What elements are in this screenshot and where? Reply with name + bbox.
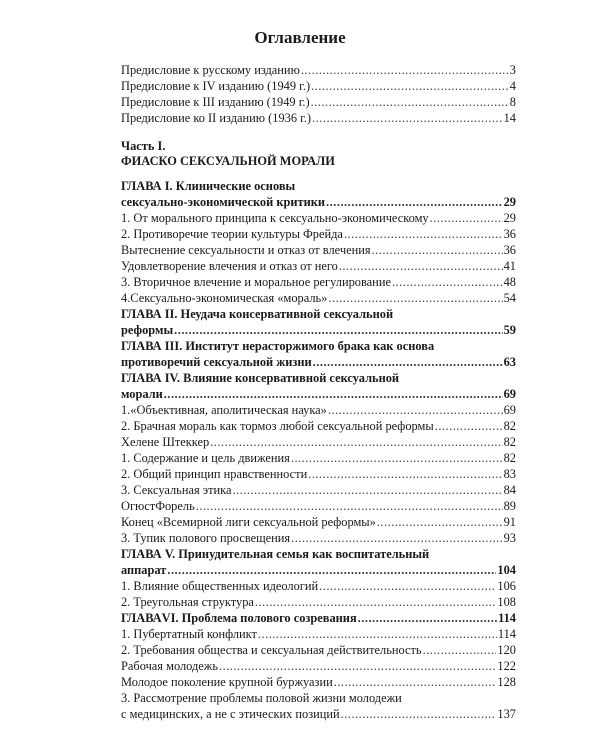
toc-entry-title: Предисловие к IV изданию (1949 г.) [121, 79, 311, 93]
toc-entry-title: Молодое поколение крупной буржуазии [121, 675, 333, 689]
toc-entry [121, 258, 516, 274]
toc-entry-page: 128 [497, 675, 516, 689]
toc-entry-heading: ГЛАВА V. Принудительная семья как воспитательный [121, 547, 430, 561]
dot-leader [164, 386, 503, 402]
toc-entry [121, 386, 516, 402]
toc-entry-page: 36 [503, 243, 516, 257]
dot-leader [372, 242, 503, 258]
toc-entry-page: 84 [503, 483, 516, 497]
toc-entry-page: 106 [497, 579, 516, 593]
toc-entry [121, 226, 516, 242]
toc-entry [121, 78, 516, 94]
toc-entry-title: Предисловие ко II изданию (1936 г.) [121, 111, 312, 125]
toc-entry [121, 642, 516, 658]
toc-entry-page: 93 [503, 531, 516, 545]
toc-entry-title: 1. Пубертатный конфликт [121, 627, 257, 641]
toc-entry [121, 210, 516, 226]
dot-leader [291, 450, 503, 466]
dot-leader [174, 322, 502, 338]
dot-leader [358, 610, 497, 626]
toc-entry-page: 36 [503, 227, 516, 241]
toc-entry-page: 4 [509, 79, 516, 93]
toc-entry-title: сексуально-экономической критики [121, 195, 326, 209]
toc-entry-heading: ГЛАВА IV. Влияние консервативной сексуальной [121, 371, 400, 385]
toc-entry-title: Рабочая молодежь [121, 659, 219, 673]
toc-entry-title: 1. От морального принципа к сексуально-экономическому [121, 211, 429, 225]
toc-entry [121, 418, 516, 434]
dot-leader [312, 110, 503, 126]
toc-entry [121, 274, 516, 290]
toc-entry-title: 1. Влияние общественных идеологий [121, 579, 319, 593]
dot-leader [291, 530, 503, 546]
toc-entry-title: Предисловие к III изданию (1949 г.) [121, 95, 310, 109]
dot-leader [196, 498, 503, 514]
toc-entry [121, 514, 516, 530]
dot-leader [430, 210, 503, 226]
toc-entry-heading: ГЛАВА I. Клинические основы [121, 179, 296, 193]
dot-leader [423, 642, 497, 658]
toc-entry-title: 1.«Объективная, аполитическая наука» [121, 403, 327, 417]
toc-entry-page: 63 [503, 355, 516, 369]
dot-leader [334, 674, 497, 690]
toc-entry-title: морали [121, 387, 163, 401]
dot-leader [326, 194, 503, 210]
toc-entry-page: 69 [503, 403, 516, 417]
toc-entry [121, 450, 516, 466]
toc-entry-page: 104 [497, 563, 516, 577]
toc-entry-page: 89 [503, 499, 516, 513]
toc-entry-page: 82 [503, 419, 516, 433]
toc-entry-title: с медицинских, а не с этических позиций [121, 707, 340, 721]
dot-leader [319, 578, 496, 594]
toc-entry [121, 242, 516, 258]
toc-entry [121, 194, 516, 210]
toc-entry-page: 8 [509, 95, 516, 109]
dot-leader [311, 94, 509, 110]
dot-leader [219, 658, 496, 674]
part-label: Часть I. [121, 139, 166, 153]
dot-leader [308, 466, 502, 482]
toc-entry [121, 706, 516, 722]
toc-entry-title: 2. Общий принцип нравственности [121, 467, 308, 481]
toc-entry-title: 3. Тупик полового просвещения [121, 531, 291, 545]
dot-leader [344, 226, 503, 242]
dot-leader [167, 562, 496, 578]
toc-entry-heading: 3. Рассмотрение проблемы половой жизни молодежи [121, 691, 402, 705]
toc-entry-page: 114 [498, 611, 516, 625]
toc-entry [121, 290, 516, 306]
toc-entry-title: Предисловие к русскому изданию [121, 63, 300, 77]
toc-entry-title: противоречий сексуальной жизни [121, 355, 312, 369]
toc-entry [121, 530, 516, 546]
toc-entry [121, 498, 516, 514]
toc-entry-page: 48 [503, 275, 516, 289]
toc-entry-page: 120 [497, 643, 516, 657]
toc-entry-title: аппарат [121, 563, 167, 577]
toc-entry-title: ОгюстФорель [121, 499, 195, 513]
toc-entry-title: 4.Сексуально-экономическая «мораль» [121, 291, 328, 305]
toc-entry-page: 54 [503, 291, 516, 305]
toc-entry [121, 482, 516, 498]
toc-entry [121, 594, 516, 610]
dot-leader [341, 706, 497, 722]
toc-entry [121, 434, 516, 450]
toc-entry-page: 137 [497, 707, 516, 721]
toc-entry-page: 3 [509, 63, 516, 77]
toc-entry-title: 2. Брачная мораль как тормоз любой сексуальной реформы [121, 419, 434, 433]
toc-entry-page: 83 [503, 467, 516, 481]
dot-leader [210, 434, 502, 450]
toc-entry-title: 2. Требования общества и сексуальная действительность [121, 643, 422, 657]
toc-entry-title: Удовлетворение влечения и отказ от него [121, 259, 338, 273]
toc-entry-page: 59 [503, 323, 516, 337]
dot-leader [435, 418, 503, 434]
toc-entry-title: 2. Треугольная структура [121, 595, 254, 609]
toc-entry [121, 62, 516, 78]
dot-leader [313, 354, 503, 370]
toc-entry-heading: ГЛАВА II. Неудача консервативной сексуальной [121, 307, 394, 321]
toc-entry-page: 69 [503, 387, 516, 401]
toc-entry-page: 82 [503, 435, 516, 449]
toc-entry-page: 91 [503, 515, 516, 529]
toc-entry [121, 626, 516, 642]
toc-entry-title: реформы [121, 323, 174, 337]
dot-leader [328, 290, 502, 306]
toc-entry [121, 466, 516, 482]
dot-leader [255, 594, 496, 610]
toc-entry-title: 1. Содержание и цель движения [121, 451, 290, 465]
toc-entry-title: ГЛАВАVI. Проблема полового созревания [121, 611, 357, 625]
toc-entry-page: 41 [503, 259, 516, 273]
dot-leader [258, 626, 497, 642]
toc-entry-title: 3. Вторичное влечение и моральное регулирование [121, 275, 391, 289]
toc-entry-title: Конец «Всемирной лиги сексуальной реформы» [121, 515, 376, 529]
toc-entry-title: Хелене Штеккер [121, 435, 210, 449]
dot-leader [301, 62, 509, 78]
toc-entry-page: 122 [497, 659, 516, 673]
toc-entry-page: 29 [503, 195, 516, 209]
toc-entry [121, 354, 516, 370]
dot-leader [392, 274, 503, 290]
toc-entry-page: 14 [503, 111, 516, 125]
dot-leader [232, 482, 502, 498]
toc-entry-title: Вытеснение сексуальности и отказ от влечения [121, 243, 371, 257]
page-title: Оглавление [254, 28, 346, 47]
toc-entry [121, 610, 516, 626]
dot-leader [377, 514, 503, 530]
toc-entry [121, 562, 516, 578]
dot-leader [339, 258, 503, 274]
toc-entry-page: 29 [503, 211, 516, 225]
toc-entry-heading: ГЛАВА III. Институт нерасторжимого брака как основа [121, 339, 435, 353]
toc-entry [121, 578, 516, 594]
toc-entry-title: 3. Сексуальная этика [121, 483, 232, 497]
toc-entry-page: 114 [497, 627, 516, 641]
part-title: ФИАСКО СЕКСУАЛЬНОЙ МОРАЛИ [121, 154, 335, 168]
toc-entry [121, 402, 516, 418]
toc-entry [121, 658, 516, 674]
toc-entry [121, 110, 516, 126]
toc-entry [121, 674, 516, 690]
dot-leader [311, 78, 509, 94]
toc-entry [121, 322, 516, 338]
toc-entry-page: 82 [503, 451, 516, 465]
dot-leader [328, 402, 503, 418]
toc-entry-title: 2. Противоречие теории культуры Фрейда [121, 227, 343, 241]
toc-entry-page: 108 [497, 595, 516, 609]
toc-entry [121, 94, 516, 110]
